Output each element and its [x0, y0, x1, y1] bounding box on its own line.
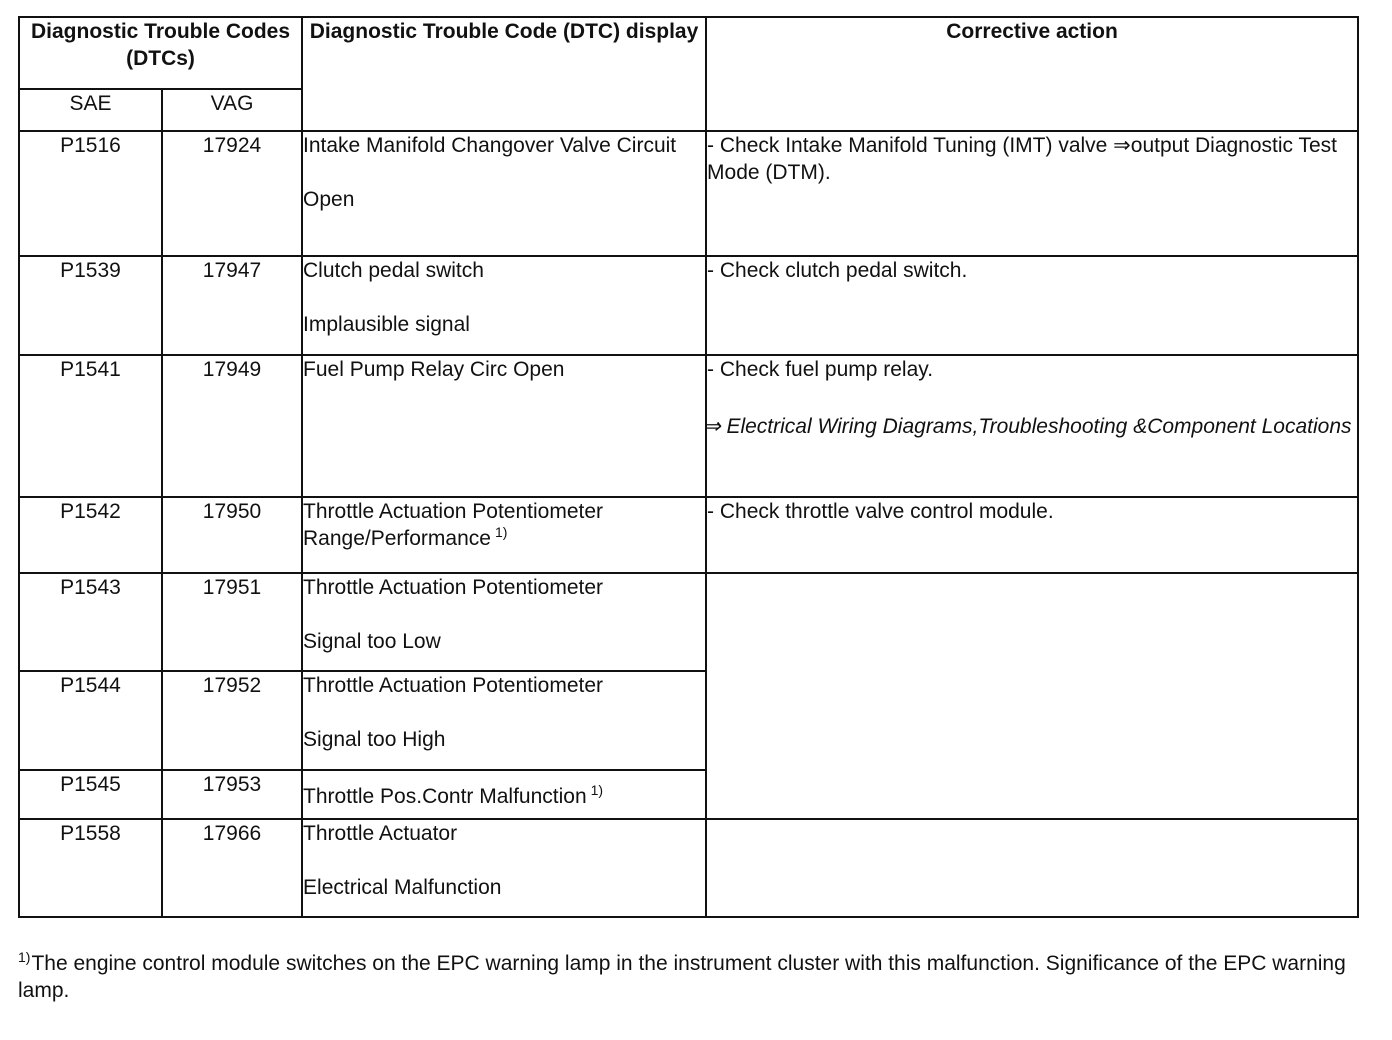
vag-code: 17952 [162, 671, 302, 770]
corrective-action: - Check clutch pedal switch. [706, 256, 1358, 355]
corrective-action-empty [706, 573, 1358, 819]
dtc-display-line2: Signal too High [303, 728, 446, 751]
dtc-display [302, 497, 706, 573]
vag-code: 17950 [162, 497, 302, 573]
dtc-display-line1: Throttle Actuation Potentiometer [303, 674, 604, 697]
vag-code: 17924 [162, 131, 302, 256]
dtc-display-line1: Intake Manifold Changover Valve Circuit [303, 134, 677, 157]
dtc-display [302, 256, 706, 355]
corrective-action-text: - Check fuel pump relay. [707, 358, 934, 381]
sae-code: P1558 [19, 819, 162, 917]
table-row [19, 497, 1358, 573]
vag-code: 17953 [162, 770, 302, 819]
dtc-display [302, 355, 706, 497]
sae-code: P1541 [19, 355, 162, 497]
table-row [19, 256, 1358, 355]
table-row [19, 573, 1358, 671]
dtc-display [302, 770, 706, 819]
dtc-display-line1: Throttle Actuator [303, 822, 458, 845]
dtc-display-line2: Open [303, 188, 355, 211]
footnote [18, 950, 1363, 1004]
corrective-action [703, 355, 1358, 497]
header-corrective-action: Corrective action [706, 17, 1358, 131]
table-row [19, 819, 1358, 917]
dtc-display-line1: Fuel Pump Relay Circ Open [303, 358, 565, 381]
sae-code: P1543 [19, 573, 162, 671]
corrective-action-empty [706, 819, 1358, 917]
header-dtc-display: Diagnostic Trouble Code (DTC) display [302, 17, 706, 131]
dtc-display-line1: Throttle Actuation Potentiometer Range/Performance [303, 500, 604, 550]
header-vag: VAG [162, 89, 302, 131]
footnote-marker: 1) [494, 524, 508, 540]
wiring-diagram-reference-link[interactable]: ⇒ Electrical Wiring Diagrams,Troubleshooting &Component Locations [703, 415, 1352, 438]
vag-code: 17949 [162, 355, 302, 497]
dtc-display [302, 573, 706, 671]
footnote-text: The engine control module switches on the EPC warning lamp in the instrument cluster with this malfunction. Significance of the EPC warning lamp. [18, 952, 1346, 1002]
header-dtc-group: Diagnostic Trouble Codes (DTCs) [19, 17, 302, 89]
corrective-action: - Check throttle valve control module. [706, 497, 1358, 573]
sae-code: P1539 [19, 256, 162, 355]
dtc-display-line2: Implausible signal [303, 313, 470, 336]
header-sae: SAE [19, 89, 162, 131]
dtc-display-line1: Clutch pedal switch [303, 259, 484, 282]
dtc-display [302, 819, 706, 917]
corrective-action: - Check Intake Manifold Tuning (IMT) valve ⇒output Diagnostic Test Mode (DTM). [706, 131, 1358, 256]
vag-code: 17951 [162, 573, 302, 671]
dtc-display-line2: Signal too Low [303, 630, 441, 653]
dtc-display-line1: Throttle Actuation Potentiometer [303, 576, 604, 599]
sae-code: P1544 [19, 671, 162, 770]
vag-code: 17947 [162, 256, 302, 355]
dtc-table [18, 16, 1359, 918]
dtc-display-line1: Throttle Pos.Contr Malfunction [303, 785, 587, 808]
dtc-display-line2: Electrical Malfunction [303, 876, 502, 899]
dtc-display [302, 131, 706, 256]
dtc-display [302, 671, 706, 770]
vag-code: 17966 [162, 819, 302, 917]
sae-code: P1545 [19, 770, 162, 819]
header-row [19, 17, 1358, 89]
footnote-marker: 1) [18, 949, 31, 965]
sae-code: P1516 [19, 131, 162, 256]
sae-code: P1542 [19, 497, 162, 573]
footnote-marker: 1) [590, 782, 604, 798]
table-row [19, 131, 1358, 256]
table-row [19, 355, 1358, 497]
